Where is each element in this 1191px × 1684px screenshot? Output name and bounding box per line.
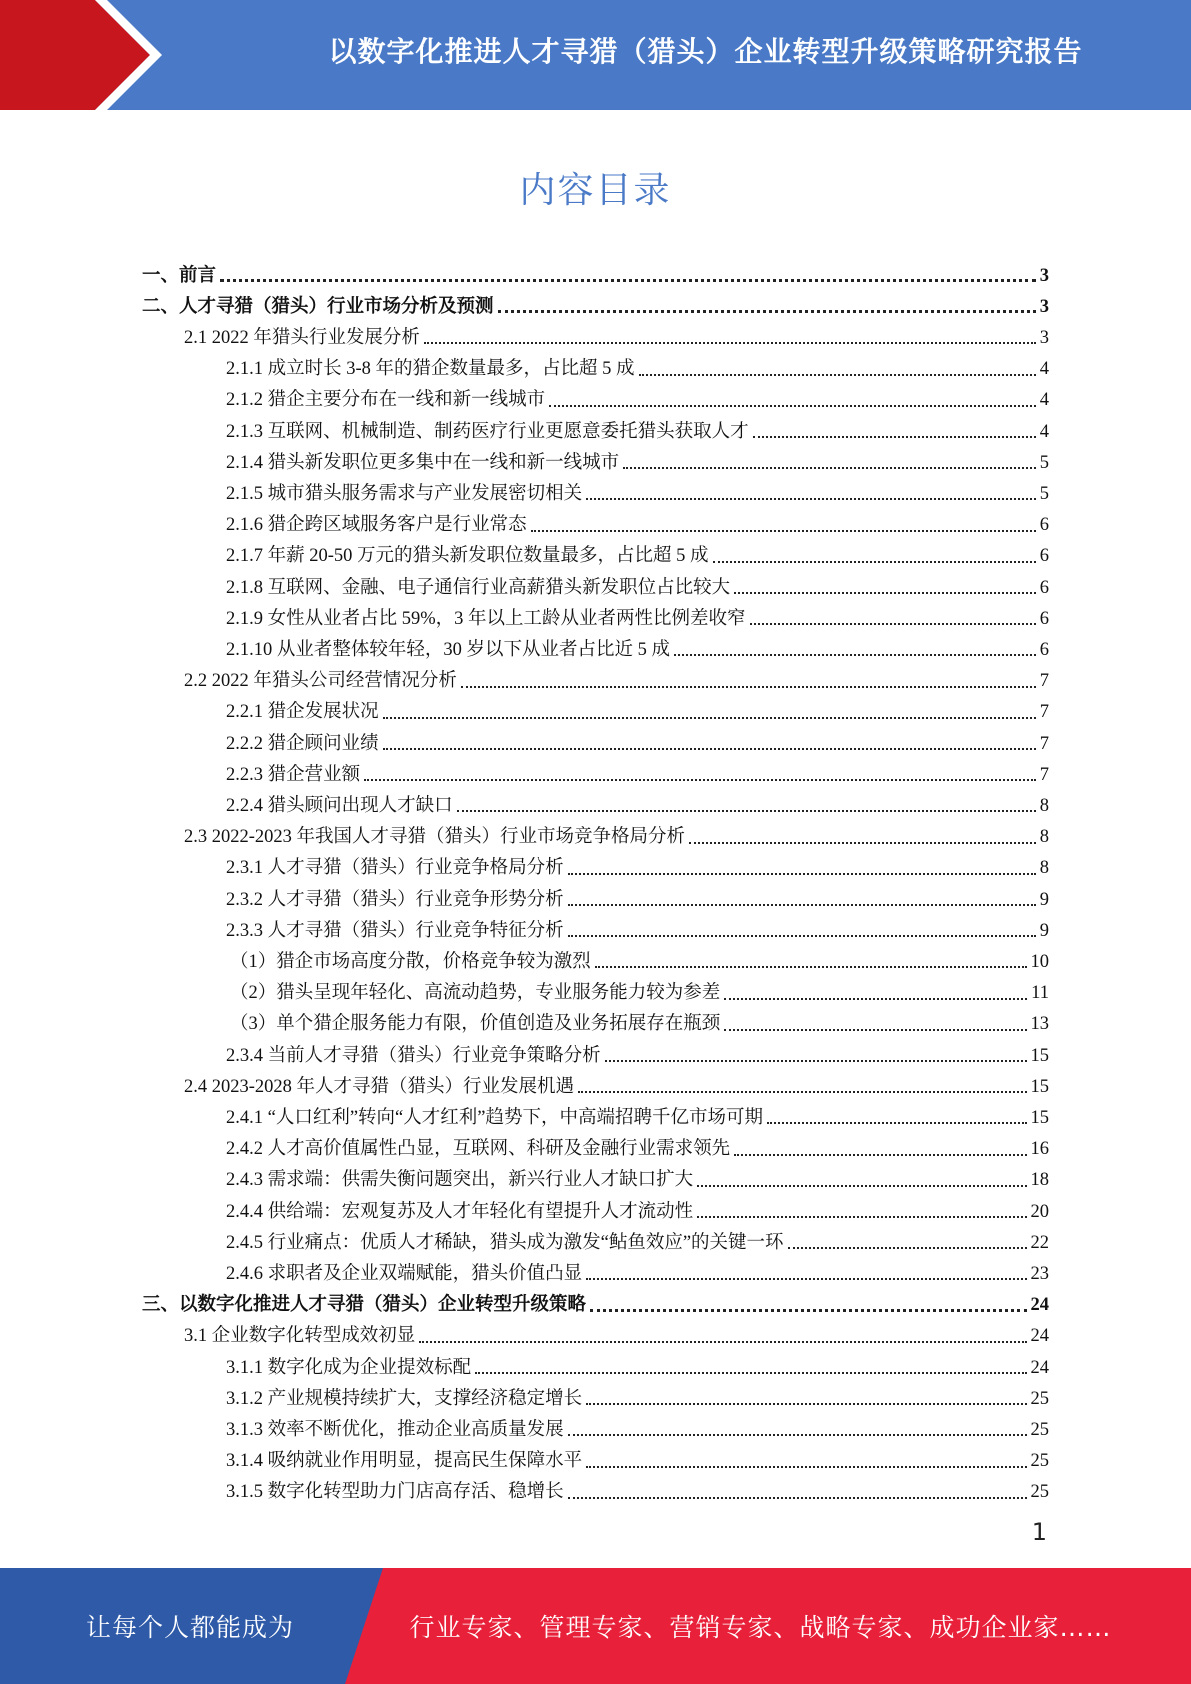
toc-dot-leader: [498, 310, 1036, 313]
toc-entry-title: 2.4.2 人才高价值属性凸显，互联网、科研及金融行业需求领先: [226, 1139, 731, 1160]
toc-entry[interactable]: [226, 379, 1049, 410]
toc-entry[interactable]: [230, 1003, 1049, 1034]
header-red-chevron: [0, 0, 180, 110]
toc-entry-page: 25: [1030, 1451, 1049, 1472]
toc-entry-page: 7: [1039, 733, 1049, 754]
toc-dot-leader: [697, 1216, 1026, 1218]
toc-dot-leader: [568, 1497, 1027, 1499]
toc-entry-title: 2.4.3 需求端：供需失衡问题突出，新兴行业人才缺口扩大: [226, 1170, 694, 1191]
toc-entry[interactable]: [226, 1252, 1049, 1283]
toc-entry-title: （2）猎头呈现年轻化、高流动趋势，专业服务能力较为参差: [230, 983, 721, 1004]
toc-entry[interactable]: [230, 940, 1049, 971]
toc-entry-page: 24: [1030, 1326, 1049, 1347]
toc-dot-leader: [586, 1466, 1026, 1468]
toc-entry[interactable]: [226, 1408, 1049, 1439]
toc-dot-leader: [383, 748, 1036, 750]
toc-entry-title: 2.1.8 互联网、金融、电子通信行业高薪猎头新发职位占比较大: [226, 577, 731, 598]
toc-entry-title: 2.1.10 从业者整体较年轻，30 岁以下从业者占比近 5 成: [226, 639, 671, 660]
toc-entry-page: 6: [1039, 608, 1049, 629]
toc-entry-title: 2.3.1 人才寻猎（猎头）行业竞争格局分析: [226, 858, 564, 879]
toc-entry[interactable]: [226, 1159, 1049, 1190]
toc-entry-page: 7: [1039, 764, 1049, 785]
toc-entry-page: 13: [1030, 1014, 1049, 1035]
toc-entry[interactable]: [226, 628, 1049, 659]
toc-entry[interactable]: [226, 1190, 1049, 1221]
toc-entry[interactable]: [226, 441, 1049, 472]
page-number: 1: [1031, 1518, 1047, 1546]
toc-entry-page: 9: [1039, 920, 1049, 941]
toc-dot-leader: [623, 467, 1036, 469]
toc-dot-leader: [220, 279, 1036, 282]
toc-entry-title: 2.2.4 猎头顾问出现人才缺口: [226, 795, 453, 816]
toc-entry-page: 18: [1030, 1170, 1049, 1191]
toc-dot-leader: [586, 1278, 1026, 1280]
toc-dot-leader: [364, 779, 1036, 781]
toc-entry[interactable]: [226, 784, 1049, 815]
toc-entry[interactable]: [226, 504, 1049, 535]
toc-dot-leader: [734, 1154, 1026, 1156]
toc-entry-page: 7: [1039, 702, 1049, 723]
toc-entry-title: 3.1.1 数字化成为企业提效标配: [226, 1357, 472, 1378]
toc-dot-leader: [475, 1372, 1026, 1374]
toc-dot-leader: [568, 935, 1036, 937]
toc-entry-page: 11: [1031, 983, 1049, 1004]
toc-entry-page: 8: [1039, 858, 1049, 879]
report-title: 以数字化推进人才寻猎（猎头）企业转型升级策略研究报告: [328, 35, 1083, 68]
toc-dot-leader: [424, 342, 1036, 344]
toc-entry-page: 23: [1030, 1263, 1049, 1284]
toc-dot-leader: [639, 374, 1036, 376]
footer-slogan-right: 行业专家、管理专家、营销专家、战略专家、成功企业家……: [409, 1613, 1112, 1642]
toc-entry-page: 5: [1039, 483, 1049, 504]
toc-entry-title: 2.4 2023-2028 年人才寻猎（猎头）行业发展机遇: [184, 1076, 575, 1097]
toc-dot-leader: [767, 1122, 1027, 1124]
toc-dot-leader: [568, 904, 1036, 906]
toc-heading: 内容目录: [519, 170, 672, 211]
toc-entry-title: 2.1 2022 年猎头行业发展分析: [184, 327, 420, 348]
toc-entry-title: 2.3.2 人才寻猎（猎头）行业竞争形势分析: [226, 889, 564, 910]
toc-entry-title: 二、人才寻猎（猎头）行业市场分析及预测: [142, 296, 494, 317]
toc-entry[interactable]: [226, 1440, 1049, 1471]
report-header-band: [0, 0, 1191, 110]
toc-entry-page: 3: [1039, 327, 1049, 348]
toc-entry[interactable]: [226, 597, 1049, 628]
toc-entry-title: 2.1.5 城市猎头服务需求与产业发展密切相关: [226, 483, 583, 504]
toc-entry[interactable]: [226, 348, 1049, 379]
toc-entry-title: 2.1.3 互联网、机械制造、制药医疗行业更愿意委托猎头获取人才: [226, 421, 749, 442]
toc-dot-leader: [734, 592, 1036, 594]
toc-dot-leader: [605, 1060, 1027, 1062]
toc-entry-page: 22: [1030, 1232, 1049, 1253]
toc-dot-leader: [383, 717, 1036, 719]
toc-entry[interactable]: [142, 1284, 1049, 1315]
toc-dot-leader: [750, 623, 1036, 625]
toc-entry[interactable]: [226, 1221, 1049, 1252]
toc-dot-leader: [568, 1434, 1027, 1436]
footer-band: [0, 1568, 1191, 1684]
toc-dot-leader: [713, 561, 1036, 563]
toc-dot-leader: [549, 405, 1036, 407]
footer-slogan-left: 让每个人都能成为: [85, 1613, 294, 1642]
toc-entry[interactable]: [226, 535, 1049, 566]
toc-entry-page: 25: [1030, 1482, 1049, 1503]
toc-dot-leader: [586, 498, 1036, 500]
toc-dot-leader: [568, 873, 1036, 875]
toc-entry[interactable]: [226, 566, 1049, 597]
toc-entry[interactable]: [184, 316, 1049, 347]
toc-dot-leader: [595, 966, 1027, 968]
toc-entry-title: 2.1.6 猎企跨区域服务客户是行业常态: [226, 515, 527, 536]
toc-entry-title: 2.1.9 女性从业者占比 59%，3 年以上工龄从业者两性比例差收窄: [226, 608, 746, 629]
toc-entry-page: 25: [1030, 1388, 1049, 1409]
toc-entry-title: 3.1.4 吸纳就业作用明显，提高民生保障水平: [226, 1451, 583, 1472]
toc-entry[interactable]: [226, 753, 1049, 784]
toc-entry[interactable]: [142, 285, 1049, 316]
toc-dot-leader: [531, 530, 1036, 532]
toc-entry[interactable]: [184, 1065, 1049, 1096]
toc-entry[interactable]: [184, 1315, 1049, 1346]
toc-dot-leader: [578, 1091, 1026, 1093]
toc-entry[interactable]: [184, 660, 1049, 691]
toc-entry-page: 10: [1030, 951, 1049, 972]
toc-entry[interactable]: [184, 816, 1049, 847]
toc-entry[interactable]: [226, 1096, 1049, 1127]
toc-entry[interactable]: [226, 1346, 1049, 1377]
toc-entry-page: 15: [1030, 1107, 1049, 1128]
toc-dot-leader: [457, 810, 1036, 812]
toc-entry-page: 24: [1030, 1357, 1049, 1378]
toc-entry-page: 15: [1030, 1076, 1049, 1097]
toc-entry-page: 4: [1039, 421, 1049, 442]
toc-entry-title: 2.4.6 求职者及企业双端赋能，猎头价值凸显: [226, 1263, 583, 1284]
toc-dot-leader: [788, 1247, 1027, 1249]
toc-entry[interactable]: [226, 847, 1049, 878]
toc-entry[interactable]: [226, 1128, 1049, 1159]
toc-entry-page: 6: [1039, 515, 1049, 536]
toc-entry[interactable]: [226, 1471, 1049, 1502]
toc-entry-title: 3.1.5 数字化转型助力门店高存活、稳增长: [226, 1482, 564, 1503]
toc-entry-title: 2.4.4 供给端：宏观复苏及人才年轻化有望提升人才流动性: [226, 1201, 694, 1222]
toc-entry-title: 三、以数字化推进人才寻猎（猎头）企业转型升级策略: [142, 1295, 587, 1316]
toc-entry[interactable]: [142, 254, 1049, 285]
toc-entry-title: （3）单个猎企服务能力有限，价值创造及业务拓展存在瓶颈: [230, 1014, 721, 1035]
toc-entry-page: 6: [1039, 577, 1049, 598]
toc-entry-title: （1）猎企市场高度分散，价格竞争较为激烈: [230, 951, 591, 972]
toc-entry-page: 5: [1039, 452, 1049, 473]
toc-entry-title: 2.2.2 猎企顾问业绩: [226, 733, 379, 754]
toc-entry-title: 2.2 2022 年猎头公司经营情况分析: [184, 671, 457, 692]
toc-entry-page: 20: [1030, 1201, 1049, 1222]
toc-entry-page: 6: [1039, 546, 1049, 567]
toc-dot-leader: [590, 1309, 1026, 1312]
toc-entry-title: 3.1.2 产业规模持续扩大，支撑经济稳定增长: [226, 1388, 583, 1409]
toc-entry-title: 2.4.5 行业痛点：优质人才稀缺，猎头成为激发“鲇鱼效应”的关键一环: [226, 1232, 784, 1253]
toc-entry-page: 9: [1039, 889, 1049, 910]
toc-entry-title: 2.3.4 当前人才寻猎（猎头）行业竞争策略分析: [226, 1045, 601, 1066]
toc-entry-page: 3: [1039, 296, 1049, 317]
toc-dot-leader: [724, 1029, 1026, 1031]
toc-entry[interactable]: [226, 1377, 1049, 1408]
toc-entry-page: 24: [1030, 1295, 1049, 1316]
toc-entry-title: 2.1.1 成立时长 3-8 年的猎企数量最多，占比超 5 成: [226, 359, 635, 380]
toc-entry-title: 一、前言: [142, 265, 217, 286]
toc-entry-page: 4: [1039, 359, 1049, 380]
toc-entry[interactable]: [226, 472, 1049, 503]
toc-entry-title: 2.2.3 猎企营业额: [226, 764, 361, 785]
toc-dot-leader: [724, 998, 1027, 1000]
toc-entry-title: 3.1 企业数字化转型成效初显: [184, 1326, 416, 1347]
toc-entry[interactable]: [226, 410, 1049, 441]
toc-entry-page: 6: [1039, 639, 1049, 660]
toc-entry-page: 7: [1039, 671, 1049, 692]
toc-entry[interactable]: [226, 691, 1049, 722]
toc-entry-page: 8: [1039, 795, 1049, 816]
toc-entry-page: 16: [1030, 1139, 1049, 1160]
toc-entry-page: 3: [1039, 265, 1049, 286]
toc-dot-leader: [753, 436, 1036, 438]
toc-dot-leader: [697, 1185, 1026, 1187]
toc-dot-leader: [689, 842, 1036, 844]
toc-entry-title: 2.1.4 猎头新发职位更多集中在一线和新一线城市: [226, 452, 620, 473]
toc-entry-title: 2.1.2 猎企主要分布在一线和新一线城市: [226, 390, 546, 411]
toc-dot-leader: [419, 1341, 1026, 1343]
toc-entry[interactable]: [226, 909, 1049, 940]
toc-entry[interactable]: [226, 878, 1049, 909]
toc-entry[interactable]: [226, 1034, 1049, 1065]
toc-entry-page: 8: [1039, 827, 1049, 848]
toc-entry-title: 3.1.3 效率不断优化，推动企业高质量发展: [226, 1419, 564, 1440]
toc-entry[interactable]: [226, 722, 1049, 753]
toc-dot-leader: [461, 686, 1036, 688]
toc-entry[interactable]: [230, 972, 1049, 1003]
toc-entry-title: 2.2.1 猎企发展状况: [226, 702, 379, 723]
toc-dot-leader: [674, 654, 1036, 656]
toc-entry-page: 4: [1039, 390, 1049, 411]
toc-entry-page: 15: [1030, 1045, 1049, 1066]
toc-entry-title: 2.4.1 “人口红利”转向“人才红利”趋势下，中高端招聘千亿市场可期: [226, 1107, 763, 1128]
toc-dot-leader: [586, 1403, 1026, 1405]
toc-entry-page: 25: [1030, 1419, 1049, 1440]
toc-entry-title: 2.1.7 年薪 20-50 万元的猎头新发职位数量最多，占比超 5 成: [226, 546, 709, 567]
toc-entry-title: 2.3.3 人才寻猎（猎头）行业竞争特征分析: [226, 920, 564, 941]
toc-entry-title: 2.3 2022-2023 年我国人才寻猎（猎头）行业市场竞争格局分析: [184, 827, 686, 848]
